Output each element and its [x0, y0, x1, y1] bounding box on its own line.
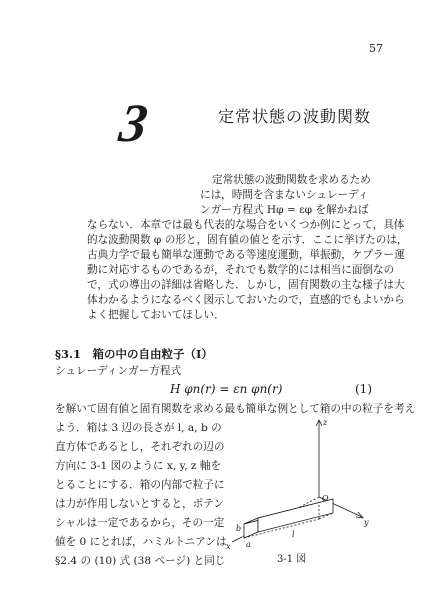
y-label: y — [364, 518, 369, 527]
body-line: 方向に 3-1 図のように x, y, z 軸を — [55, 460, 222, 472]
box-side-face — [258, 499, 333, 532]
page-number: 57 — [369, 42, 383, 55]
edge-a-label: a — [246, 540, 251, 549]
section-lead: シュレーディンガー方程式 — [55, 365, 182, 377]
intro-line: 動に対応するものであるが，それでも数学的には相当に面倒なの — [87, 264, 395, 276]
x-label: x — [226, 542, 231, 551]
chapter-title: 定常状態の波動関数 — [218, 107, 372, 126]
body-line: 値を 0 にとれば，ハミルトニアンは — [55, 536, 227, 548]
chapter-number: 3 — [115, 93, 150, 153]
intro-line: で，式の導出の詳細は省略した．しかし，固有関数の主な様子は大 — [87, 279, 405, 291]
intro-line: 古典力学で最も簡単な運動である等速度運動，単振動，ケプラー運 — [87, 249, 405, 261]
intro-line: よく把握しておいてほしい． — [87, 309, 225, 321]
origin-label: O — [322, 494, 329, 503]
body-line: シャルは一定であるから，その一定 — [55, 517, 225, 529]
intro-line: には，時間を含まないシュレーディ — [200, 189, 369, 201]
z-label: z — [323, 418, 328, 427]
figure-caption: 3-1 図 — [277, 554, 307, 565]
edge-b-label: b — [236, 524, 242, 533]
box-figure — [224, 417, 374, 552]
intro-line: 的な波動関数 φ の形と，固有値の値とを示す．ここに挙げたのは， — [87, 234, 408, 246]
section-heading: §3.1 箱の中の自由粒子（I） — [55, 347, 213, 361]
equation-number: (1) — [355, 382, 372, 396]
edge-l-label: l — [292, 530, 295, 539]
intro-line: 体わかるようになるべく図示しておいたので，直感的でもよいから — [87, 294, 405, 306]
intro-line: ならない．本章では最も代表的な場合をいくつか例にとって，具体 — [87, 219, 405, 231]
body-line: を解いて固有値と固有関数を求める最も簡単な例として箱の中の粒子を考え — [55, 403, 416, 415]
intro-line: 定常状態の波動関数を求めるため — [212, 174, 371, 186]
body-line: とることにする．箱の内部で粒子に — [55, 479, 225, 491]
body-line: 直方体であるとし，それぞれの辺の — [55, 441, 225, 453]
body-line: よう．箱は 3 辺の長さが l, a, b の — [55, 422, 222, 434]
body-line: は力が作用しないとすると，ポテン — [55, 498, 224, 510]
intro-line: ンガー方程式 Hφ = εφ を解かねば — [200, 204, 369, 216]
equation: H φn(r) = εn φn(r) — [170, 382, 283, 396]
body-line: §2.4 の (10) 式 (38 ページ) と同じ — [55, 555, 226, 567]
x-axis — [232, 537, 242, 542]
